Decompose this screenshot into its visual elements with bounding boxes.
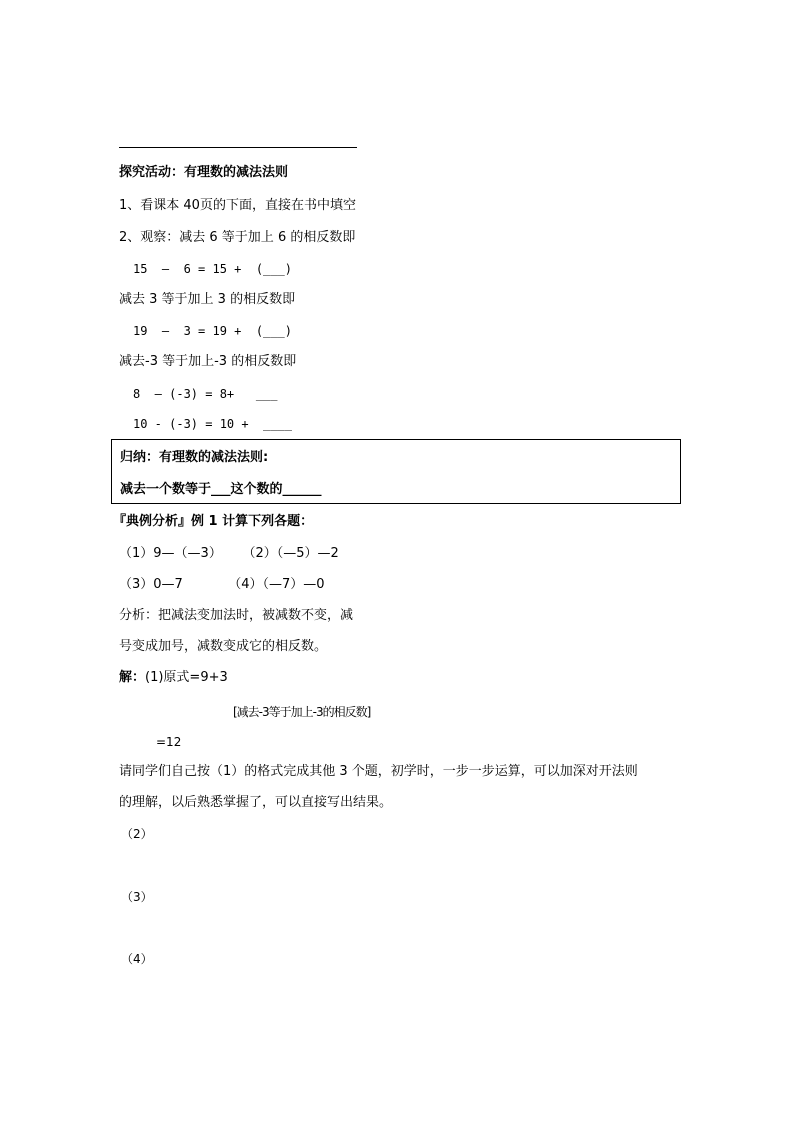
solution-note: [减去-3等于加上-3的相反数]	[233, 705, 371, 719]
instruction-line-2: 的理解，以后熟悉掌握了，可以直接写出结果。	[119, 795, 393, 810]
summary-rule: 减去一个数等于___这个数的______	[120, 482, 322, 497]
item-2: （2）	[121, 827, 153, 841]
solution-step: (1)原式=9+3	[145, 670, 228, 685]
example-row-1: （1）9—（—3） （2）（—5）—2	[119, 546, 339, 561]
activity-heading: 探究活动：有理数的减法法则	[119, 165, 289, 180]
summary-title: 归纳：有理数的减法法则:	[120, 450, 269, 465]
example-row-2: （3）0—7 （4）（—7）—0	[119, 577, 325, 592]
equation-3: 8 — (-3) = 8+ ___	[133, 387, 278, 401]
item-3: （3）	[121, 890, 153, 904]
analysis-line-2: 号变成加号，减数变成它的相反数。	[119, 639, 328, 654]
analysis-line-1: 分析：把减法变加法时，被减数不变，减	[119, 608, 354, 623]
top-rule	[119, 147, 357, 148]
solution-line	[119, 670, 228, 686]
summary-box	[111, 439, 681, 504]
item-4: （4）	[121, 952, 153, 966]
equation-1: 15 – 6 = 15 + (___)	[133, 262, 292, 276]
observation-2: 减去 3 等于加上 3 的相反数即	[119, 292, 296, 307]
solution-label: 解：	[119, 670, 146, 685]
step-2: 2、观察：减去 6 等于加上 6 的相反数即	[119, 230, 356, 245]
example-title: 『典例分析』例 1 计算下列各题：	[113, 514, 314, 529]
observation-3: 减去-3 等于加上-3 的相反数即	[119, 354, 297, 369]
step-1: 1、看课本 40页的下面，直接在书中填空	[119, 198, 356, 213]
solution-result: =12	[156, 735, 182, 749]
equation-2: 19 – 3 = 19 + (___)	[133, 324, 292, 338]
equation-4: 10 - (-3) = 10 + ____	[133, 417, 292, 431]
instruction-line-1: 请同学们自己按（1）的格式完成其他 3 个题，初学时，一步一步运算，可以加深对开法则	[119, 764, 638, 779]
